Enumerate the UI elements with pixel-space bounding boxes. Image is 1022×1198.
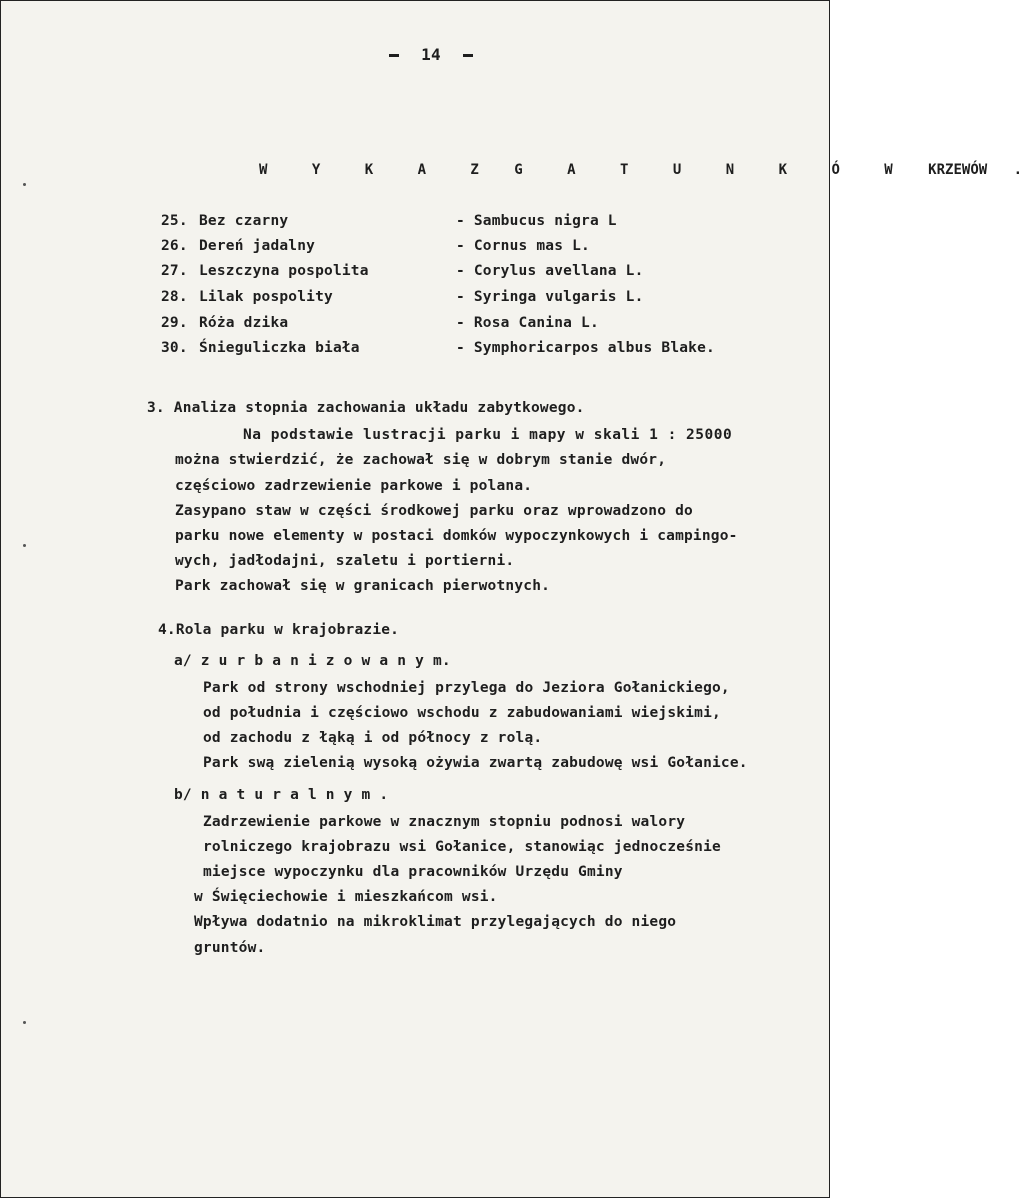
shrub-polish-name: Leszczyna pospolita (199, 263, 369, 279)
shrub-polish-name: Lilak pospolity (199, 289, 333, 305)
title-part: W Y K A Z (259, 162, 488, 178)
paragraph-line: wych, jadłodajni, szaletu i portierni. (175, 553, 515, 569)
shrub-number: 25. (161, 213, 188, 229)
shrub-polish-name: Śnieguliczka biała (199, 340, 360, 356)
dash-left (389, 54, 399, 57)
shrub-latin-name: - Symphoricarpos albus Blake. (456, 340, 715, 356)
shrub-polish-name: Bez czarny (199, 213, 289, 229)
paragraph-line: Zasypano staw w części środkowej parku oraz wprowadzono do (175, 503, 693, 519)
dash-right (463, 54, 473, 57)
shrub-number: 28. (161, 289, 188, 305)
shrub-polish-name: Róża dzika (199, 315, 289, 331)
paragraph-line: rolniczego krajobrazu wsi Gołanice, stanowiąc jednocześnie (203, 839, 721, 855)
subsection-heading: a/ z u r b a n i z o w a n y m. (174, 653, 451, 669)
paragraph-line: Na podstawie lustracji parku i mapy w skali 1 : 25000 (243, 427, 733, 443)
paragraph-line: w Święciechowie i mieszkańcom wsi. (194, 889, 498, 905)
shrub-row (1, 289, 829, 309)
shrub-number: 27. (161, 263, 188, 279)
section-heading: 3. Analiza stopnia zachowania układu zabytkowego. (147, 400, 585, 416)
paragraph-line: Wpływa dodatnio na mikroklimat przylegających do niego (194, 914, 677, 930)
margin-mark (23, 183, 26, 186)
paragraph-line: Park swą zielenią wysoką ożywia zwartą zabudowę wsi Gołanice. (203, 755, 748, 771)
shrub-latin-name: - Corylus avellana L. (456, 263, 644, 279)
title-part: G A T U N K Ó W (514, 162, 902, 178)
paragraph-line: Park od strony wschodniej przylega do Jeziora Gołanickiego, (203, 680, 730, 696)
shrub-row (1, 263, 829, 283)
page-number (361, 45, 501, 64)
margin-mark (23, 544, 26, 547)
shrub-row (1, 238, 829, 258)
margin-mark (23, 1021, 26, 1024)
shrub-latin-name: - Cornus mas L. (456, 238, 590, 254)
shrub-latin-name: - Rosa Canina L. (456, 315, 599, 331)
list-title (259, 162, 1022, 178)
shrub-number: 26. (161, 238, 188, 254)
paragraph-line: od zachodu z łąką i od północy z rolą. (203, 730, 543, 746)
shrub-number: 29. (161, 315, 188, 331)
shrub-row (1, 340, 829, 360)
shrub-polish-name: Dereń jadalny (199, 238, 316, 254)
paragraph-line: gruntów. (194, 940, 266, 956)
shrub-row (1, 213, 829, 233)
paragraph-line: od południa i częściowo wschodu z zabudowaniami wiejskimi, (203, 705, 721, 721)
paragraph-line: Zadrzewienie parkowe w znacznym stopniu podnosi walory (203, 814, 686, 830)
paragraph-line: można stwierdzić, że zachował się w dobrym stanie dwór, (175, 452, 667, 468)
shrub-row (1, 315, 829, 335)
shrub-latin-name: - Syringa vulgaris L. (456, 289, 644, 305)
paragraph-line: parku nowe elementy w postaci domków wypoczynkowych i campingo- (175, 528, 738, 544)
shrub-number: 30. (161, 340, 188, 356)
subsection-heading: b/ n a t u r a l n y m . (174, 787, 389, 803)
shrub-latin-name: - Sambucus nigra L (456, 213, 617, 229)
title-part: KRZEWÓW . (928, 162, 1022, 178)
paragraph-line: Park zachował się w granicach pierwotnych. (175, 578, 551, 594)
page-number-text: 14 (421, 45, 441, 64)
paragraph-line: miejsce wypoczynku dla pracowników Urzędu Gminy (203, 864, 623, 880)
section-heading: 4.Rola parku w krajobrazie. (158, 622, 400, 638)
paragraph-line: częściowo zadrzewienie parkowe i polana. (175, 478, 533, 494)
